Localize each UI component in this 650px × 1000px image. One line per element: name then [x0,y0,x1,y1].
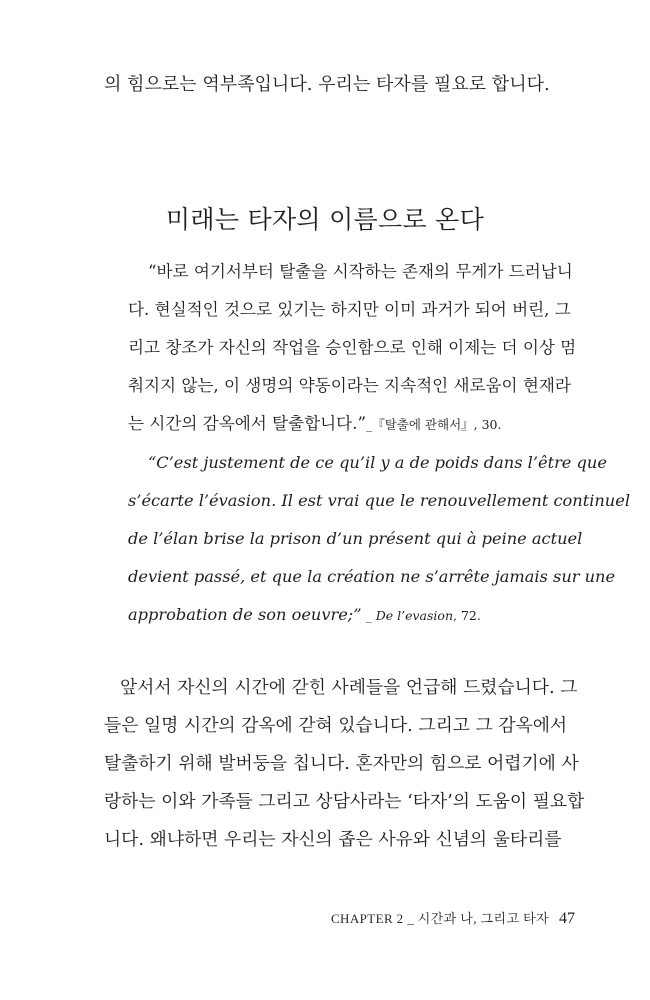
body-line: 랑하는 이와 가족들 그리고 상담사라는 ‘타자’의 도움이 필요합 [104,791,585,812]
top-paragraph [104,70,564,100]
body-line: 들은 일명 시간의 감옥에 갇혀 있습니다. 그리고 그 감옥에서 [104,715,568,736]
french-quote [128,449,630,629]
quote-line: de l’élan brise la prison d’un présent qui à peine actuel [128,529,583,548]
body-line: 탈출하기 위해 발버둥을 칩니다. 혼자만의 힘으로 어렵기에 사 [104,753,579,774]
quote-text: approbation de son oeuvre;” [128,605,362,624]
quote-line: devient passé, et que la création ne s’arrête jamais sur une [128,567,616,586]
korean-citation: _『탈출에 관해서』, 30. [365,417,502,432]
korean-quote [128,258,588,448]
body-paragraph [104,674,585,864]
body-line: 니다. 왜냐하면 우리는 자신의 좁은 사유와 신념의 울타리를 [104,829,562,850]
quote-line-last [128,601,481,630]
quote-line: “C’est justement de ce qu’il y a de poids dans l’être que [148,453,607,472]
quote-text: 는 시간의 감옥에서 탈출합니다.” [128,414,366,433]
quote-line: 다. 현실적인 것으로 있기는 하지만 이미 과거가 되어 버린, 그 [128,300,571,319]
page-number: 47 [559,910,575,927]
quote-line: “바로 여기서부터 탈출을 시작하는 존재의 무게가 드러납니 [148,262,573,281]
citation-title: De l’evasion [375,608,453,623]
quote-line-last [128,410,501,439]
chapter-title: CHAPTER 2 _ 시간과 나, 그리고 타자 [330,911,549,926]
citation-page: , 72. [453,608,481,623]
section-title: 미래는 타자의 이름으로 온다 [165,204,485,234]
body-line: 앞서서 자신의 시간에 갇힌 사례들을 언급해 드렸습니다. 그 [120,677,578,698]
quote-line: s’écarte l’évasion. Il est vrai que le renouvellement continuel [128,491,630,510]
text-line: 의 힘으로는 역부족입니다. 우리는 타자를 필요로 합니다. [104,74,550,95]
quote-line: 리고 창조가 자신의 작업을 승인함으로 인해 이제는 더 이상 멈 [128,338,577,357]
citation-prefix: _ [361,608,376,623]
quote-line: 춰지지 않는, 이 생명의 약동이라는 지속적인 새로움이 현재라 [128,376,571,395]
running-footer [330,908,575,938]
